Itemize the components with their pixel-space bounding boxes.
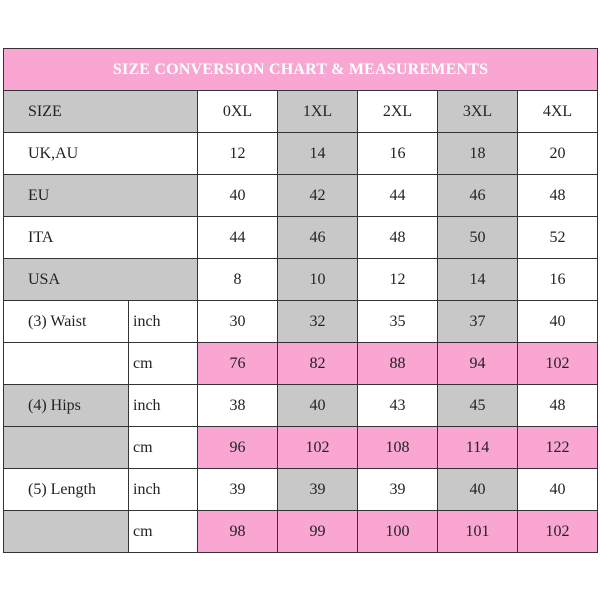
measurement-label-empty xyxy=(4,343,129,385)
table-cell: 102 xyxy=(278,427,358,469)
table-cell: 40 xyxy=(278,385,358,427)
table-cell: 99 xyxy=(278,511,358,553)
table-cell: 43 xyxy=(358,385,438,427)
size-header-row xyxy=(4,91,598,133)
table-cell: 100 xyxy=(358,511,438,553)
table-cell: 82 xyxy=(278,343,358,385)
unit-label: cm xyxy=(129,511,198,553)
table-cell: 39 xyxy=(358,469,438,511)
conversion-row-ita xyxy=(4,217,598,259)
table-cell: 52 xyxy=(518,217,598,259)
conversion-row-usa xyxy=(4,259,598,301)
measurement-row-waist-inch xyxy=(4,301,598,343)
table-cell: 8 xyxy=(198,259,278,301)
size-header-0xl: 0XL xyxy=(198,91,278,133)
measurement-row-hips-inch xyxy=(4,385,598,427)
table-cell: 102 xyxy=(518,511,598,553)
table-cell: 14 xyxy=(278,133,358,175)
unit-label: inch xyxy=(129,301,198,343)
table-cell: 98 xyxy=(198,511,278,553)
measurement-row-waist-cm xyxy=(4,343,598,385)
table-cell: 38 xyxy=(198,385,278,427)
table-cell: 35 xyxy=(358,301,438,343)
row-label: UK,AU xyxy=(4,133,198,175)
table-cell: 50 xyxy=(438,217,518,259)
table-cell: 46 xyxy=(278,217,358,259)
size-header-label: SIZE xyxy=(4,91,198,133)
table-cell: 40 xyxy=(438,469,518,511)
measurement-label: (4) Hips xyxy=(4,385,129,427)
table-cell: 114 xyxy=(438,427,518,469)
conversion-row-eu xyxy=(4,175,598,217)
measurement-label: (5) Length xyxy=(4,469,129,511)
table-cell: 44 xyxy=(358,175,438,217)
table-cell: 40 xyxy=(198,175,278,217)
size-header-3xl: 3XL xyxy=(438,91,518,133)
table-cell: 48 xyxy=(518,175,598,217)
measurement-row-hips-cm xyxy=(4,427,598,469)
measurement-label: (3) Waist xyxy=(4,301,129,343)
row-label: EU xyxy=(4,175,198,217)
measurement-row-length-cm xyxy=(4,511,598,553)
size-conversion-table xyxy=(3,48,598,553)
table-cell: 76 xyxy=(198,343,278,385)
measurement-label-empty xyxy=(4,511,129,553)
table-cell: 108 xyxy=(358,427,438,469)
row-label: USA xyxy=(4,259,198,301)
table-cell: 10 xyxy=(278,259,358,301)
table-cell: 39 xyxy=(198,469,278,511)
table-cell: 44 xyxy=(198,217,278,259)
row-label: ITA xyxy=(4,217,198,259)
unit-label: cm xyxy=(129,343,198,385)
table-cell: 18 xyxy=(438,133,518,175)
table-cell: 30 xyxy=(198,301,278,343)
table-cell: 46 xyxy=(438,175,518,217)
table-cell: 37 xyxy=(438,301,518,343)
size-header-1xl: 1XL xyxy=(278,91,358,133)
measurement-row-length-inch xyxy=(4,469,598,511)
table-cell: 42 xyxy=(278,175,358,217)
table-cell: 48 xyxy=(358,217,438,259)
table-cell: 40 xyxy=(518,301,598,343)
table-cell: 12 xyxy=(358,259,438,301)
table-cell: 20 xyxy=(518,133,598,175)
table-cell: 96 xyxy=(198,427,278,469)
unit-label: inch xyxy=(129,385,198,427)
table-cell: 122 xyxy=(518,427,598,469)
table-cell: 102 xyxy=(518,343,598,385)
measurement-label-empty xyxy=(4,427,129,469)
table-cell: 32 xyxy=(278,301,358,343)
conversion-row-uk-au xyxy=(4,133,598,175)
table-cell: 16 xyxy=(518,259,598,301)
table-cell: 14 xyxy=(438,259,518,301)
title-row xyxy=(4,49,598,91)
table-cell: 39 xyxy=(278,469,358,511)
size-header-2xl: 2XL xyxy=(358,91,438,133)
unit-label: cm xyxy=(129,427,198,469)
table-cell: 48 xyxy=(518,385,598,427)
table-cell: 45 xyxy=(438,385,518,427)
table-cell: 101 xyxy=(438,511,518,553)
table-cell: 40 xyxy=(518,469,598,511)
table-title: SIZE CONVERSION CHART & MEASUREMENTS xyxy=(4,49,598,91)
unit-label: inch xyxy=(129,469,198,511)
table-cell: 16 xyxy=(358,133,438,175)
table-cell: 12 xyxy=(198,133,278,175)
table-cell: 94 xyxy=(438,343,518,385)
table-cell: 88 xyxy=(358,343,438,385)
size-header-4xl: 4XL xyxy=(518,91,598,133)
